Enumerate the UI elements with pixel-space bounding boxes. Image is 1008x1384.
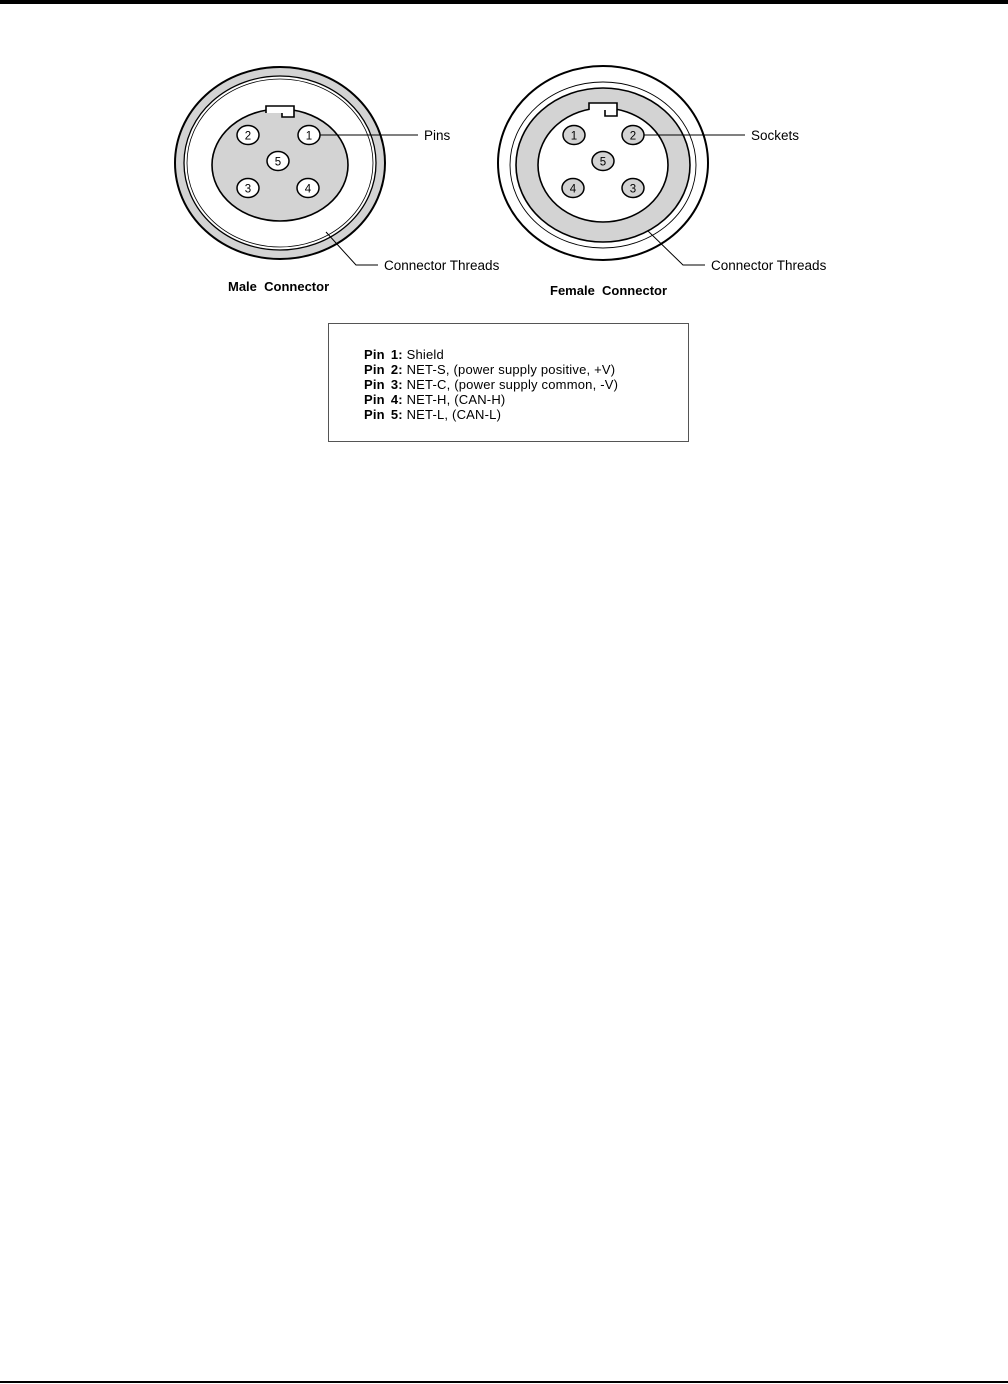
pin-description: NET-S, (power supply positive, +V) [406, 362, 616, 377]
pin-description: Shield [406, 347, 444, 362]
male-pin-3 [237, 179, 259, 198]
male-pin-4-label: 4 [304, 183, 312, 196]
pin-key: Pin [364, 407, 385, 422]
male-pin-1-label: 1 [305, 130, 313, 143]
female-socket-3 [622, 179, 644, 198]
pinout-row [364, 407, 618, 422]
pinout-row [364, 362, 618, 377]
pinout-legend [328, 323, 689, 442]
pin-description: NET-L, (CAN-L) [406, 407, 502, 422]
male-pin-3-label: 3 [244, 183, 252, 196]
female-socket-1 [563, 126, 585, 145]
male-pin-5-label: 5 [274, 156, 282, 169]
pin-description: NET-H, (CAN-H) [406, 392, 506, 407]
female-caption: Female Connector [550, 283, 668, 298]
pin-key: Pin [364, 377, 385, 392]
male-threads-callout: Connector Threads [384, 258, 500, 273]
female-socket-2-label: 2 [629, 130, 637, 143]
male-pin-2 [237, 126, 259, 145]
pinout-row [364, 377, 618, 392]
male-caption: Male Connector [228, 279, 330, 294]
pin-key: Pin [364, 362, 385, 377]
pin-key: Pin [364, 347, 385, 362]
male-pin-4 [297, 179, 319, 198]
pin-number: 5: [390, 407, 403, 422]
female-socket-1-label: 1 [570, 130, 578, 143]
female-socket-5 [592, 152, 614, 171]
male-pin-1 [298, 126, 320, 145]
pin-key: Pin [364, 392, 385, 407]
female-threads-callout: Connector Threads [711, 258, 827, 273]
female-socket-4-label: 4 [569, 183, 577, 196]
female-socket-4 [562, 179, 584, 198]
female-socket-2 [622, 126, 644, 145]
female-socket-5-label: 5 [599, 156, 607, 169]
pinout-list [364, 347, 618, 422]
female-connector [498, 66, 827, 298]
pinout-row [364, 392, 618, 407]
connector-diagram [0, 0, 1008, 320]
male-pin-5 [267, 152, 289, 171]
female-sockets-callout: Sockets [751, 128, 800, 143]
pin-number: 2: [390, 362, 403, 377]
pin-description: NET-C, (power supply common, -V) [406, 377, 619, 392]
male-pins-callout: Pins [424, 128, 451, 143]
pin-number: 4: [390, 392, 403, 407]
pin-number: 1: [390, 347, 403, 362]
female-socket-3-label: 3 [629, 183, 637, 196]
male-connector [175, 67, 500, 294]
bottom-rule [0, 1381, 1008, 1383]
pin-number: 3: [390, 377, 403, 392]
male-pin-2-label: 2 [244, 130, 252, 143]
pinout-row [364, 347, 618, 362]
